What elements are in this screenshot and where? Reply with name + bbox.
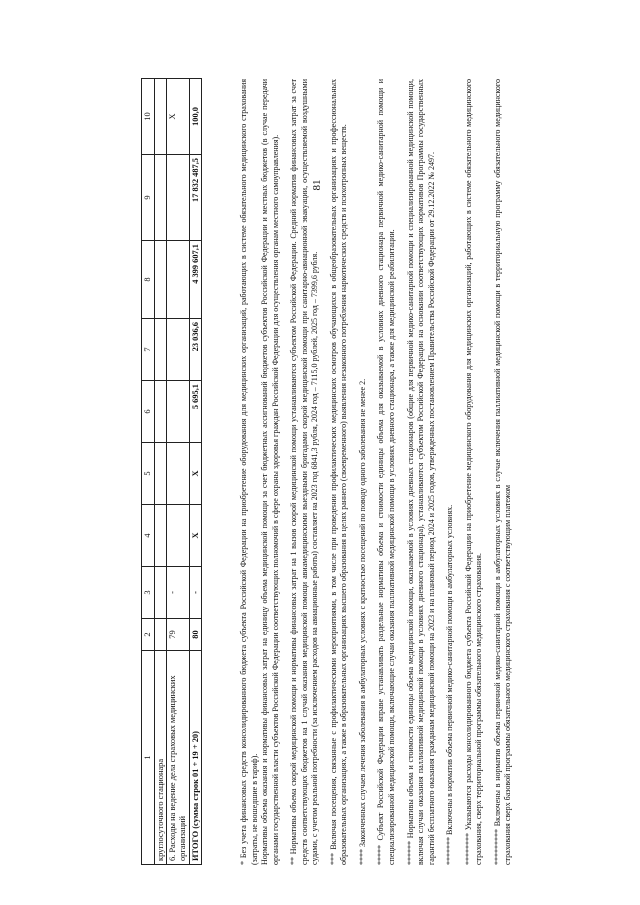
table-cell: круглосуточного стационара bbox=[154, 651, 167, 865]
footnote: ********* Включены в норматив объема первичной медико-санитарной помощи в амбулаторных условиях в случае включения паллиативной медицинской помощи в территориальную программу обязательного медицинского страхования сверх базовой программы обязательного медицинского страхования с соответствующим платежом bbox=[492, 79, 513, 865]
table-cell bbox=[167, 505, 189, 567]
table-cell bbox=[167, 443, 189, 505]
table-cell bbox=[167, 381, 189, 443]
table-cell bbox=[154, 505, 167, 567]
footnote: *** Включая посещения, связанные с профилактическими мероприятиями, в том числе при проведении профилактических медицинских осмотров обучающихся в общеобразовательных организациях и профессиональных образовательных организациях, а также в образовательных организациях высшего образования в целях раннего (своевременного) выявления незаконного потребления наркотических средств и психотропных веществ. bbox=[328, 79, 349, 865]
footnote: ******** Указываются расходы консолидированного бюджета субъекта Российской Федерации на приобретение медицинского оборудования для медицинских организаций, работающих в системе обязательного медицинского страхования, сверх территориальной программы обязательного медицинского страхования. bbox=[463, 79, 484, 865]
table-cell: 6. Расходы на ведение дела страховых медицинских организаций bbox=[167, 651, 189, 865]
table-cell bbox=[167, 241, 189, 319]
header-cell: 6 bbox=[142, 381, 155, 443]
header-cell: 1 bbox=[142, 651, 155, 865]
footnote: **** Законченных случаев лечения заболевания в амбулаторных условиях с кратностью посещений по поводу одного заболевания не менее 2. bbox=[357, 378, 367, 865]
table-cell bbox=[154, 381, 167, 443]
table-cell: 100,0 bbox=[189, 79, 202, 155]
header-cell: 10 bbox=[142, 79, 155, 155]
header-cell: 8 bbox=[142, 241, 155, 319]
page-number: 81 bbox=[311, 179, 323, 191]
footnotes bbox=[239, 79, 522, 865]
footnote: ******* Включены в норматив объема первичной медико-санитарной помощи в амбулаторных условиях. bbox=[445, 504, 455, 865]
header-cell: 7 bbox=[142, 319, 155, 381]
table-cell bbox=[154, 79, 167, 155]
footnote: Нормативы объема оказания и нормативы финансовых затрат на единицу объема медицинской помощи за счет бюджетных ассигнований бюджетов субъектов Российской Федерации и местных бюджетов (в случае передачи органами государственной власти субъектов Российской Федерации соответствующих полномочий в сфере охраны здоровья граждан Российской Федерации для осуществления органам местного самоуправления). bbox=[260, 79, 280, 865]
table-cell: 5 695,1 bbox=[189, 381, 202, 443]
table-cell bbox=[154, 619, 167, 651]
table-total-row bbox=[189, 79, 202, 865]
header-cell: 5 bbox=[142, 443, 155, 505]
table-cell bbox=[154, 443, 167, 505]
table-cell: 17 832 487,5 bbox=[189, 155, 202, 241]
table-cell: 79 bbox=[167, 619, 189, 651]
header-cell: 2 bbox=[142, 619, 155, 651]
table-cell bbox=[154, 319, 167, 381]
table-cell bbox=[154, 241, 167, 319]
header-cell: 9 bbox=[142, 155, 155, 241]
table-cell: Х bbox=[167, 79, 189, 155]
header-cell: 4 bbox=[142, 505, 155, 567]
table-cell: 80 bbox=[189, 619, 202, 651]
rotated-page-content bbox=[141, 79, 601, 865]
table-cell bbox=[167, 155, 189, 241]
table-cell: 23 036,6 bbox=[189, 319, 202, 381]
header-cell: 3 bbox=[142, 567, 155, 619]
footnote: * Без учета финансовых средств консолидированного бюджета субъекта Российской Федерации на приобретение оборудования для медицинских организаций, работающих в системе обязательного медицинского страхования (затраты, не вошедшие в тариф). bbox=[239, 79, 259, 865]
table-cell bbox=[154, 155, 167, 241]
footnote: ****** Нормативы объема и стоимости единицы объема медицинской помощи, оказываемой в условиях дневных стационаров (общие для первичной медико-санитарной помощи и специализированной медицинской помощи, включая случаи оказания паллиативной медицинской помощи в условиях дневного стационара), устанавливаются субъектом Российской Федерации на основании соответствующих нормативов Программы государственных гарантий бесплатного оказания гражданам медицинской помощи на 2023 и на плановый период 2024 и 2025 годов, утвержденных постановлением Правительства Российской Федерации от 29.12.2022 № 2497. bbox=[405, 79, 436, 865]
table-cell: Х bbox=[189, 443, 202, 505]
table-cell: 4 399 607,1 bbox=[189, 241, 202, 319]
table-cell: Х bbox=[189, 505, 202, 567]
table-cell bbox=[167, 319, 189, 381]
footnote: ***** Субъект Российской Федерации вправе устанавливать раздельные нормативы объема и стоимости единицы объема для оказываемой в условиях дневного стационара первичной медико-санитарной помощи и специализированной медицинской помощи, включающие случаи оказания паллиативной медицинской помощи в условиях дневного стационара, а также для медицинской реабилитации. bbox=[376, 79, 397, 865]
table-header-row bbox=[142, 79, 155, 865]
table-row bbox=[167, 79, 189, 865]
table-cell bbox=[154, 567, 167, 619]
table-row bbox=[154, 79, 167, 865]
table-cell: - bbox=[189, 567, 202, 619]
table-cell: ИТОГО (сумма строк 01 + 19 + 20) bbox=[189, 651, 202, 865]
footnote: ** Нормативы объема скорой медицинской помощи и нормативы финансовых затрат на 1 вызов скорой медицинской помощи устанавливаются субъектом Российской Федерации. Средний норматив финансовых затрат за счет средств соответствующих бюджетов на 1 случай оказания медицинской помощи авиамедицинскими выездными бригадами скорой медицинской помощи при санитарно-авиационной эвакуации, осуществляемой воздушными судами, с учетом реальной потребности (за исключением расходов на авиационные работы) составляет на 2023 год 6841,3 рубля, 2024 год – 7115,0 рублей, 2025 год – 7399,6 рубля. bbox=[289, 79, 320, 865]
table-cell: - bbox=[167, 567, 189, 619]
cost-table bbox=[141, 78, 202, 865]
